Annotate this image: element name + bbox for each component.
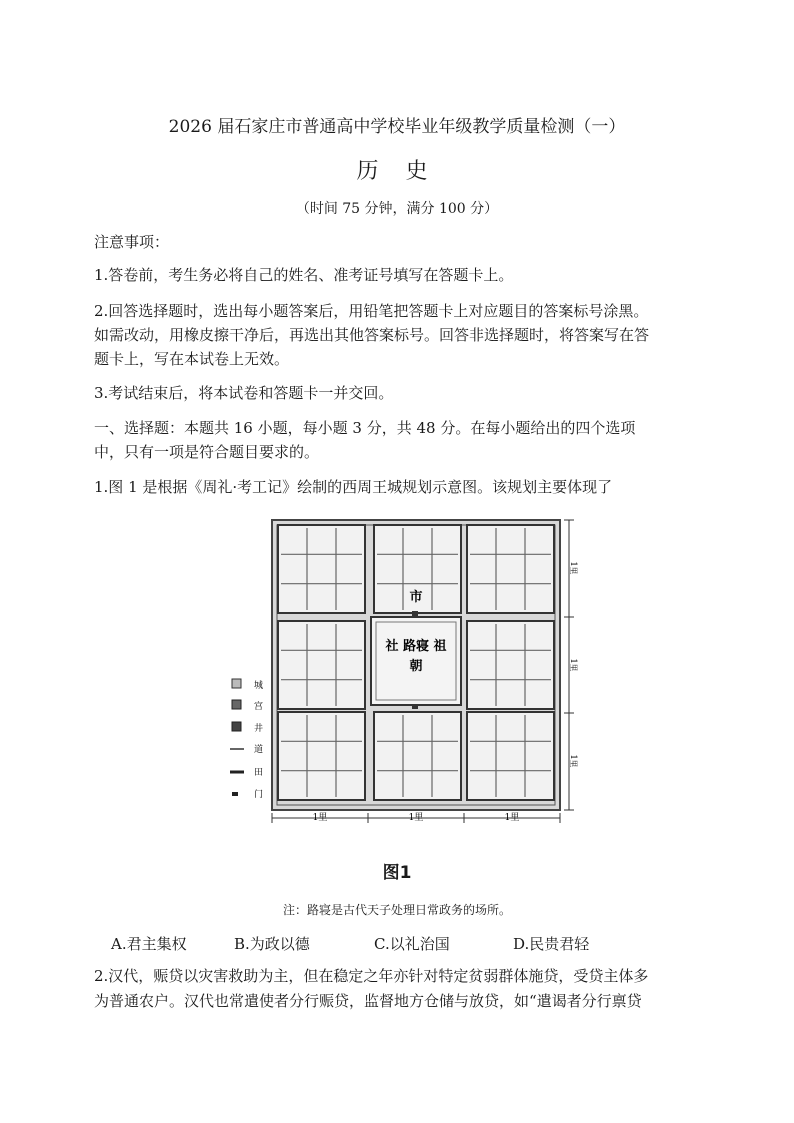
legend-label: 城 — [254, 681, 264, 691]
subject-title: 历 史 — [356, 159, 438, 184]
center-label: 社 路寝 祖 — [385, 639, 447, 654]
legend-label: 井 — [254, 724, 264, 734]
option-d: D.民贵君轻 — [513, 935, 590, 953]
gate-south — [412, 704, 418, 709]
option-b: B.为政以德 — [234, 935, 310, 953]
city-block — [374, 712, 461, 800]
legend-label: 门 — [254, 790, 264, 800]
city-block — [467, 621, 554, 709]
figure-caption: 图1 — [382, 863, 412, 883]
city-block — [278, 525, 365, 613]
dim-label: 1里 — [569, 561, 578, 575]
question-1-stem: 1.图 1 是根据《周礼·考工记》绘制的西周王城规划示意图。该规划主要体现了 — [94, 478, 613, 496]
dim-label: 1里 — [504, 813, 520, 823]
time-info: （时间 75 分钟，满分 100 分） — [295, 201, 499, 217]
city-block — [467, 525, 554, 613]
bottom-dimension — [272, 812, 560, 823]
dim-label: 1里 — [408, 813, 424, 823]
note-item-1: 1.答卷前，考生务必将自己的姓名、准考证号填写在答题卡上。 — [94, 266, 514, 284]
gate-north — [412, 611, 418, 616]
note-item-2-line-2: 如需改动，用橡皮擦干净后，再选出其他答案标号。回答非选择题时，将答案写在答 — [94, 326, 650, 344]
option-c: C.以礼治国 — [374, 935, 450, 953]
section-heading-line-1: 一、选择题：本题共 16 小题，每小题 3 分，共 48 分。在每小题给出的四个选项 — [94, 419, 636, 437]
option-a: A.君主集权 — [111, 935, 187, 953]
dim-label: 1里 — [569, 754, 578, 768]
legend-label: 道 — [254, 745, 264, 755]
legend — [230, 679, 263, 800]
city-block — [278, 621, 365, 709]
legend-label: 田 — [254, 768, 264, 778]
note-item-3: 3.考试结束后，将本试卷和答题卡一并交回。 — [94, 384, 394, 402]
legend-label: 宫 — [254, 702, 264, 712]
market-label: 市 — [409, 590, 423, 605]
city-block — [467, 712, 554, 800]
exam-title: 2026 届石家庄市普通高中学校毕业年级教学质量检测（一） — [168, 117, 626, 137]
notes-heading: 注意事项： — [94, 233, 170, 251]
note-item-2-line-3: 题卡上，写在本试卷上无效。 — [94, 350, 290, 368]
right-dimension — [564, 520, 578, 810]
dim-label: 1里 — [569, 658, 578, 672]
dim-label: 1里 — [312, 813, 328, 823]
court-label: 朝 — [409, 659, 423, 674]
city-block — [278, 712, 365, 800]
figure-note: 注：路寝是古代天子处理日常政务的场所。 — [282, 903, 511, 917]
question-2-line-2: 为普通农户。汉代也常遣使者分行赈贷，监督地方仓储与放贷，如“遣谒者分行禀贷 — [94, 992, 642, 1010]
question-2-line-1: 2.汉代，赈贷以灾害救助为主，但在稳定之年亦针对特定贫弱群体施贷，受贷主体多 — [94, 967, 649, 985]
note-item-2-line-1: 2.回答选择题时，选出每小题答案后，用铅笔把答题卡上对应题目的答案标号涂黑。 — [94, 302, 649, 320]
section-heading-line-2: 中，只有一项是符合题目要求的。 — [94, 443, 320, 461]
